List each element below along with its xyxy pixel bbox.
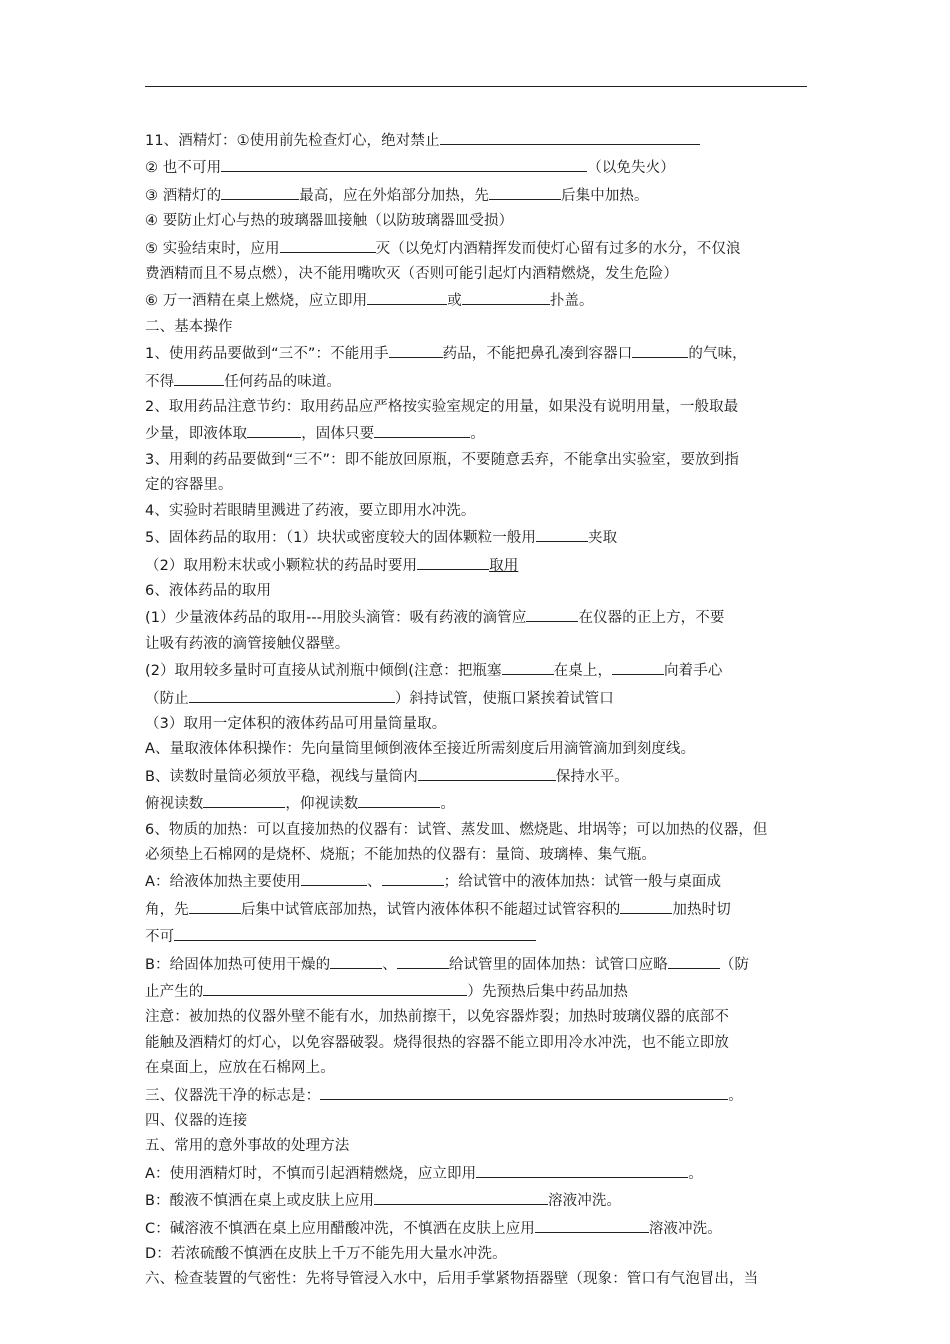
text-run: 在仪器的正上方，不要 bbox=[578, 610, 725, 627]
text-run: 夹取 bbox=[588, 530, 618, 547]
text-line bbox=[145, 843, 810, 868]
text-line bbox=[145, 978, 810, 1005]
text-line bbox=[145, 737, 810, 762]
text-line bbox=[145, 1134, 810, 1159]
text-run: B、读数时量筒必须放平稳，视线与量筒内 bbox=[145, 768, 418, 785]
text-run: 6、物质的加热：可以直接加热的仪器有：试管、蒸发皿、燃烧匙、坩埚等；可以加热的仪器，但 bbox=[145, 821, 768, 838]
answer-blank[interactable] bbox=[374, 1187, 548, 1205]
answer-blank[interactable] bbox=[374, 420, 470, 438]
text-run: ⑤ 实验结束时，应用 bbox=[145, 240, 280, 257]
text-run: 。 bbox=[440, 796, 456, 813]
text-line bbox=[145, 395, 810, 420]
answer-blank[interactable] bbox=[668, 951, 720, 969]
text-line bbox=[145, 420, 810, 447]
text-run: ；给试管中的液体加热：试管一般与桌面成 bbox=[443, 874, 722, 891]
answer-blank[interactable] bbox=[535, 1215, 649, 1233]
text-run: ⑥ 万一酒精在桌上燃烧，应立即用 bbox=[145, 293, 368, 310]
text-run: 保持水平。 bbox=[555, 768, 629, 785]
text-run: 3、用剩的药品要做到“三不”：即不能放回原瓶，不要随意丢弃，不能拿出实验室，要放到指 bbox=[145, 451, 739, 468]
text-run: 加热时切 bbox=[672, 901, 731, 918]
text-run: 。 bbox=[470, 426, 485, 443]
text-run: 注意：被加热的仪器外壁不能有水，加热前擦干，以免容器炸裂；加热时玻璃仪器的底部不 bbox=[145, 1009, 729, 1026]
text-run: 。 bbox=[688, 1165, 703, 1182]
answer-blank[interactable] bbox=[189, 896, 241, 914]
text-line bbox=[145, 1215, 810, 1242]
text-run: 2、取用药品注意节约：取用药品应严格按实验室规定的用量，如果没有说明用量，一般取最 bbox=[145, 399, 739, 416]
answer-blank[interactable] bbox=[174, 923, 536, 941]
text-run: 在桌上， bbox=[553, 663, 613, 680]
text-line bbox=[145, 448, 810, 473]
answer-blank[interactable] bbox=[620, 896, 672, 914]
text-line bbox=[145, 712, 810, 737]
text-line bbox=[145, 868, 810, 895]
text-run: 4、实验时若眼睛里溅进了药液，要立即用水冲洗。 bbox=[145, 502, 476, 519]
answer-blank[interactable] bbox=[489, 182, 561, 200]
document-body bbox=[145, 127, 810, 1293]
underlined-text: 取用 bbox=[489, 557, 519, 574]
text-run: ，仰视读数 bbox=[285, 796, 359, 813]
answer-blank[interactable] bbox=[280, 235, 376, 253]
text-run: 6、液体药品的取用 bbox=[145, 582, 272, 599]
answer-blank[interactable] bbox=[476, 1160, 688, 1178]
text-run: 灭（以免灯内酒精挥发而使灯心留有过多的水分，不仅浪 bbox=[375, 240, 741, 257]
text-run: (2）取用较多量时可直接从试剂瓶中倾倒(注意：把瓶塞 bbox=[145, 663, 502, 680]
text-line bbox=[145, 473, 810, 498]
text-line bbox=[145, 340, 810, 367]
text-line bbox=[145, 1109, 810, 1134]
text-run: 六、检查装置的气密性：先将导管浸入水中，后用手掌紧物捂器壁（现象：管口有气泡冒出，当 bbox=[145, 1271, 759, 1288]
text-line bbox=[145, 127, 810, 154]
text-run: （2）取用粉末状或小颗粒状的药品时要用 bbox=[145, 557, 418, 574]
text-run: （防止 bbox=[145, 690, 189, 707]
text-line bbox=[145, 235, 810, 262]
text-line bbox=[145, 287, 810, 314]
answer-blank[interactable] bbox=[536, 524, 588, 542]
text-run: 三、仪器洗干净的标志是： bbox=[145, 1087, 321, 1104]
answer-blank[interactable] bbox=[221, 182, 299, 200]
text-line bbox=[145, 499, 810, 524]
text-run: 的气味， bbox=[688, 346, 747, 363]
text-run: 能触及酒精灯的灯心，以免容器破裂。烧得很热的容器不能立即用冷水冲洗，也不能立即放 bbox=[145, 1034, 729, 1051]
text-run: （以免失火） bbox=[587, 160, 675, 177]
text-run: ）先预热后集中药品加热 bbox=[467, 984, 629, 1000]
answer-blank[interactable] bbox=[174, 368, 224, 386]
text-line bbox=[145, 1056, 810, 1081]
text-line bbox=[145, 182, 810, 209]
text-line bbox=[145, 818, 810, 843]
answer-blank[interactable] bbox=[502, 657, 554, 675]
text-line bbox=[145, 1005, 810, 1030]
text-run: 、 bbox=[382, 956, 397, 973]
answer-blank[interactable] bbox=[462, 287, 550, 305]
text-run: 5、固体药品的取用：（1）块状或密度较大的固体颗粒一般用 bbox=[145, 530, 536, 547]
text-run: 四、仪器的连接 bbox=[145, 1113, 248, 1130]
text-run: 、 bbox=[367, 874, 382, 891]
text-line bbox=[145, 951, 810, 978]
text-run: （防 bbox=[719, 956, 750, 973]
text-run: （3）取用一定体积的液体药品可用量筒量取。 bbox=[145, 715, 447, 732]
text-run: 扑盖。 bbox=[549, 293, 594, 310]
text-run: 止产生的 bbox=[145, 984, 204, 1000]
answer-blank[interactable] bbox=[440, 127, 700, 145]
answer-blank[interactable] bbox=[189, 685, 395, 703]
text-line bbox=[145, 1267, 810, 1292]
text-run: 药品，不能把鼻孔凑到容器口 bbox=[442, 346, 633, 363]
text-run: 后集中试管底部加热，试管内液体体积不能超过试管容积的 bbox=[240, 901, 621, 918]
text-line bbox=[145, 209, 810, 234]
answer-blank[interactable] bbox=[632, 340, 688, 358]
text-line bbox=[145, 524, 810, 551]
answer-blank[interactable] bbox=[320, 1082, 728, 1100]
text-run: A：使用酒精灯时，不慎而引起酒精燃烧，应立即用 bbox=[145, 1165, 477, 1182]
text-run: 溶液冲洗。 bbox=[648, 1220, 722, 1237]
answer-blank[interactable] bbox=[417, 552, 489, 570]
text-run: A、量取液体体积操作：先向量筒里倾倒液体至接近所需刻度后用滴管滴加到刻度线。 bbox=[145, 741, 696, 758]
text-line bbox=[145, 552, 810, 579]
text-line bbox=[145, 657, 810, 684]
text-run: 五、常用的意外事故的处理方法 bbox=[145, 1138, 350, 1155]
answer-blank[interactable] bbox=[330, 951, 382, 969]
text-run: ，固体只要 bbox=[301, 426, 375, 443]
answer-blank[interactable] bbox=[418, 763, 556, 781]
text-line bbox=[145, 632, 810, 657]
answer-blank[interactable] bbox=[526, 604, 578, 622]
text-run: 1、使用药品要做到“三不”：不能用手 bbox=[145, 346, 389, 363]
text-run: 让吸有药液的滴管接触仪器壁。 bbox=[145, 635, 350, 652]
answer-blank[interactable] bbox=[397, 951, 449, 969]
text-run: 。 bbox=[728, 1087, 743, 1104]
answer-blank[interactable] bbox=[301, 868, 367, 886]
text-line bbox=[145, 763, 810, 790]
text-line bbox=[145, 604, 810, 631]
text-run: B：给固体加热可使用干燥的 bbox=[145, 956, 331, 973]
text-run: 角，先 bbox=[145, 901, 189, 918]
text-run: (1）少量液体药品的取用---用胶头滴管：吸有药液的滴管应 bbox=[145, 610, 527, 627]
answer-blank[interactable] bbox=[389, 340, 443, 358]
text-line bbox=[145, 368, 810, 395]
text-line bbox=[145, 1082, 810, 1109]
text-run: ④ 要防止灯心与热的玻璃器皿接触（以防玻璃器皿受损） bbox=[145, 213, 514, 230]
text-line bbox=[145, 685, 810, 712]
text-line bbox=[145, 1242, 810, 1267]
answer-blank[interactable] bbox=[358, 790, 440, 808]
text-run: 后集中加热。 bbox=[561, 187, 649, 204]
text-run: ③ 酒精灯的 bbox=[145, 187, 222, 204]
text-run: B：酸液不慎洒在桌上或皮肤上应用 bbox=[145, 1193, 375, 1210]
text-run: 费酒精而且不易点燃），决不能用嘴吹灭（否则可能引起灯内酒精燃烧，发生危险） bbox=[145, 266, 678, 283]
answer-blank[interactable] bbox=[367, 287, 447, 305]
text-run: 不得 bbox=[145, 373, 175, 390]
text-line bbox=[145, 315, 810, 340]
text-run: 溶液冲洗。 bbox=[548, 1193, 622, 1210]
text-line bbox=[145, 1031, 810, 1056]
text-line bbox=[145, 154, 810, 181]
text-line bbox=[145, 579, 810, 604]
text-run: ② 也不可用 bbox=[145, 160, 222, 177]
text-run: 最高，应在外焰部分加热，先 bbox=[299, 187, 490, 204]
text-run: C：碱溶液不慎洒在桌上应用醋酸冲洗，不慎洒在皮肤上应用 bbox=[145, 1220, 535, 1237]
text-run: D：若浓硫酸不慎洒在皮肤上千万不能先用大量水冲洗。 bbox=[145, 1246, 507, 1263]
answer-blank[interactable] bbox=[203, 978, 467, 996]
text-run: 向着手心 bbox=[664, 663, 723, 680]
text-run: A：给液体加热主要使用 bbox=[145, 874, 302, 891]
answer-blank[interactable] bbox=[382, 868, 444, 886]
text-run: 定的容器里。 bbox=[145, 477, 233, 494]
text-run: 在桌面上，应放在石棉网上。 bbox=[145, 1060, 335, 1077]
text-run: 11、酒精灯：①使用前先检查灯心，绝对禁止 bbox=[145, 133, 440, 149]
text-line bbox=[145, 262, 810, 287]
text-run: 俯视读数 bbox=[145, 796, 204, 813]
answer-blank[interactable] bbox=[203, 790, 285, 808]
text-run: 少量，即液体取 bbox=[145, 426, 248, 443]
text-line bbox=[145, 896, 810, 923]
text-run: 不可 bbox=[145, 929, 175, 946]
text-line bbox=[145, 1160, 810, 1187]
text-run: 必须垫上石棉网的是烧杯、烧瓶；不能加热的仪器有：量筒、玻璃棒、集气瓶。 bbox=[145, 846, 656, 863]
top-rule bbox=[145, 86, 807, 87]
text-run: 二、基本操作 bbox=[145, 318, 233, 335]
text-line bbox=[145, 790, 810, 817]
text-run: 或 bbox=[447, 293, 462, 310]
text-run: 给试管里的固体加热：试管口应略 bbox=[448, 956, 668, 973]
text-line bbox=[145, 923, 810, 950]
answer-blank[interactable] bbox=[247, 420, 301, 438]
text-run: 任何药品的味道。 bbox=[224, 373, 342, 390]
answer-blank[interactable] bbox=[612, 657, 664, 675]
text-run: ）斜持试管，使瓶口紧挨着试管口 bbox=[394, 690, 614, 707]
text-line bbox=[145, 1187, 810, 1214]
answer-blank[interactable] bbox=[221, 154, 587, 172]
